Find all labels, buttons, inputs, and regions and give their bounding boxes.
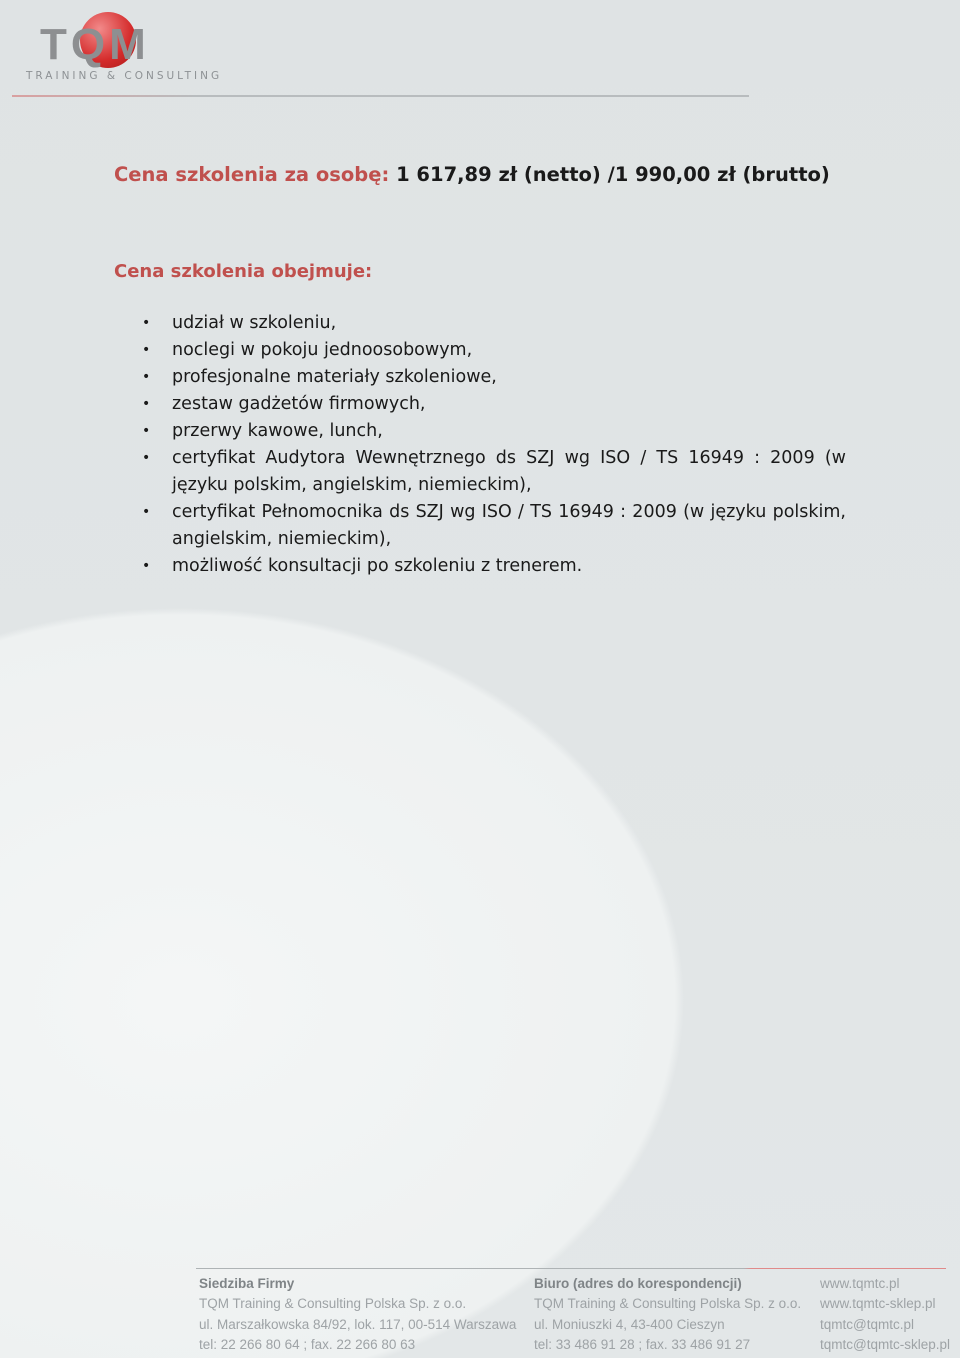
shop-website-link[interactable]: www.tqmtc-sklep.pl [820,1296,936,1312]
email-link[interactable]: tqmtc@tqmtc.pl [820,1316,914,1332]
shop-email-link[interactable]: tqmtc@tqmtc-sklep.pl [820,1336,950,1352]
price-label: Cena szkolenia za osobę: [114,163,390,186]
header-divider [12,95,749,97]
footer-hq-line: ul. Marszałkowska 84/92, lok. 117, 00-514 Warszawa [199,1316,517,1332]
list-item: • zestaw gadżetów firmowych, [172,391,846,418]
list-item: • profesjonalne materiały szkoleniowe, [172,364,846,391]
footer-office-line: tel: 33 486 91 28 ; fax. 33 486 91 27 [534,1336,751,1352]
list-item: • udział w szkoleniu, [172,310,846,337]
website-link[interactable]: www.tqmtc.pl [820,1276,900,1291]
footer-contact [820,1274,950,1355]
footer-office-line: ul. Moniuszki 4, 43-400 Cieszyn [534,1316,725,1332]
list-item: • możliwość konsultacji po szkoleniu z trenerem. [172,553,846,580]
list-item: • przerwy kawowe, lunch, [172,418,846,445]
list-item: • certyfikat Audytora Wewnętrznego ds SZJ wg ISO / TS 16949 : 2009 (w języku polskim, angielskim, niemieckim), [172,445,846,499]
logo-tagline: TRAINING & CONSULTING [26,70,223,82]
footer-office-line: TQM Training & Consulting Polska Sp. z o.o. [534,1296,802,1312]
price-line [114,163,830,186]
includes-list [172,310,846,580]
footer-office-title: Biuro (adres do korespondencji) [534,1276,742,1291]
footer-divider [196,1268,946,1269]
company-logo [26,12,223,84]
price-value: 1 617,89 zł (netto) /1 990,00 zł (brutto) [396,163,830,186]
footer-hq-line: TQM Training & Consulting Polska Sp. z o.o. [199,1296,467,1312]
footer-hq [199,1274,516,1355]
includes-heading: Cena szkolenia obejmuje: [114,261,373,282]
list-item: • certyfikat Pełnomocnika ds SZJ wg ISO / TS 16949 : 2009 (w języku polskim, angielskim, niemieckim), [172,499,846,553]
footer-hq-title: Siedziba Firmy [199,1276,295,1291]
list-item: • noclegi w pokoju jednoosobowym, [172,337,846,364]
footer-hq-line: tel: 22 266 80 64 ; fax. 22 266 80 63 [199,1336,416,1352]
footer-office [534,1274,801,1355]
logo-letters: TQM [40,20,150,69]
